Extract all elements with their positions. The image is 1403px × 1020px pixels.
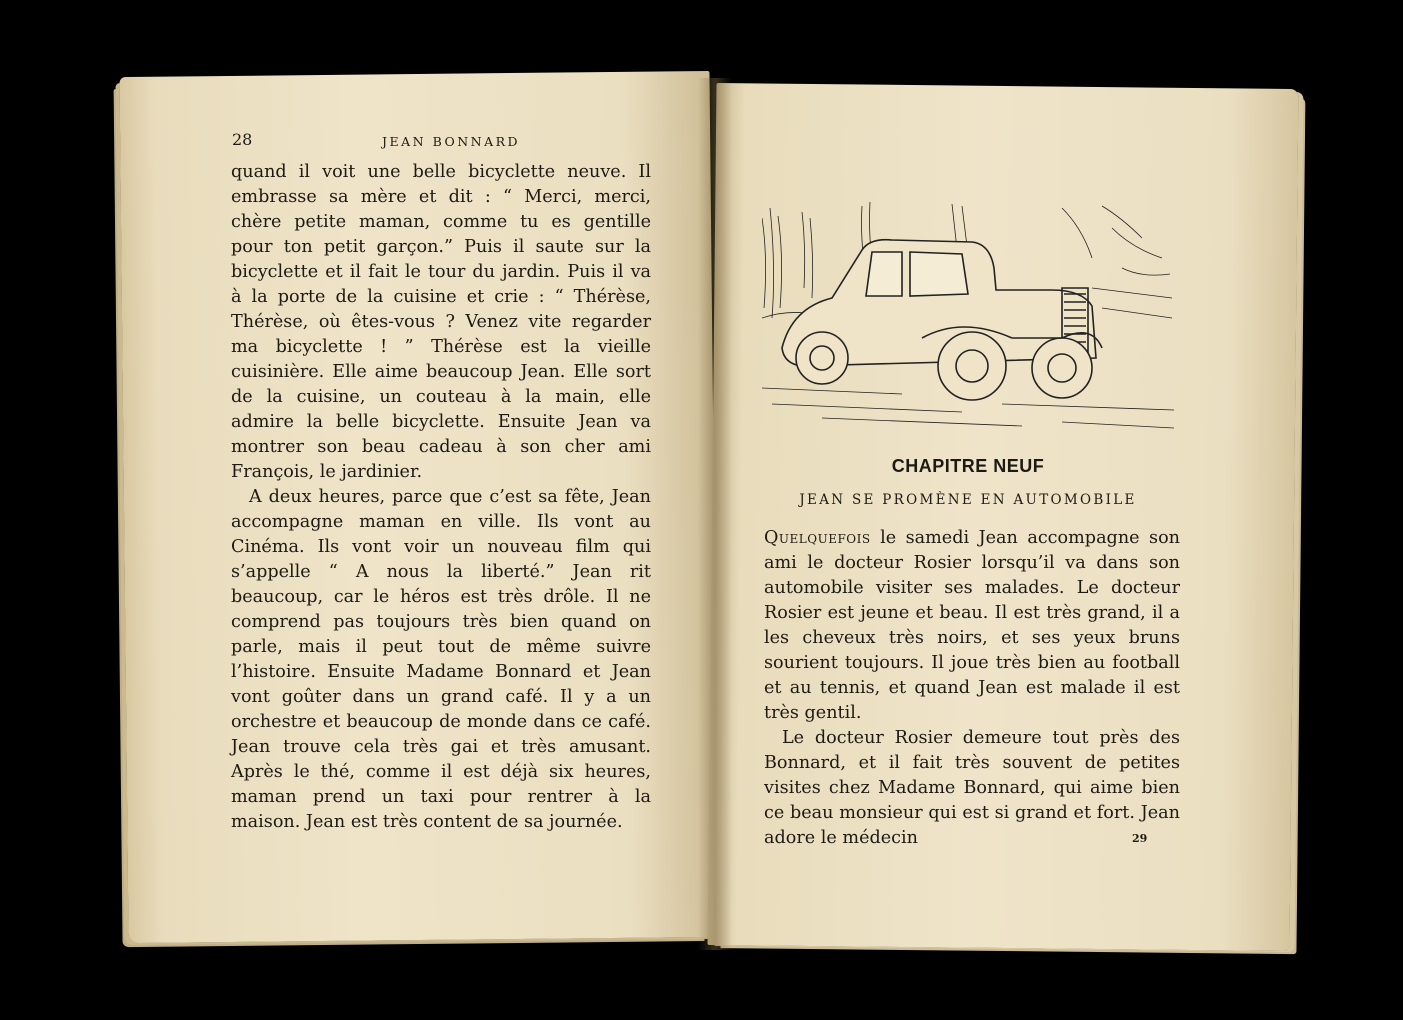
book-gutter <box>698 78 732 950</box>
chapter-title: CHAPITRE NEUF <box>891 456 1045 476</box>
left-paragraph-1: quand il voit une belle bicyclette neuve. Il embrasse sa mère et dit : “ Merci, merci, chère petite maman, comme tu es gentille pour ton petit garçon.” Puis il saute sur la bicyclette et il fait le tour du jardin. Puis il va à la porte de la cuisine et crie : “ Thérèse, Thérèse, où êtes-vous ? Venez vite regarder ma bicyclette ! ” Thérèse est la vieille cuisinière. Elle aime beaucoup Jean. Elle sort de la cuisine, un couteau à la main, elle admire la belle bicyclette. Ensuite Jean va montrer son beau cadeau à son cher ami François, le jardinier. <box>231 162 651 482</box>
car-body <box>782 240 1102 400</box>
left-paragraph-2: A deux heures, parce que c’est sa fête, Jean accompagne maman en ville. Ils vont au Cinéma. Ils vont voir un nouveau film qui s’appelle “ A nous la liberté.” Jean rit beaucoup, car le héros est très drôle. Il ne comprend pas toujours très bien quand on parle, mais il peut tout de même suivre l’histoire. Ensuite Madame Bonnard et Jean vont goûter dans un grand café. Il y a un orchestre et beaucoup de monde dans ce café. Jean trouve cela très gai et très amusant. Après le thé, comme il est déjà six heures, maman prend un taxi pour rentrer à la maison. Jean est très content de sa journée. <box>231 487 651 832</box>
drop-word: Quelquefois <box>764 528 871 548</box>
chapter-subtitle: JEAN SE PROMÈNE EN AUTOMOBILE <box>799 492 1137 508</box>
running-title: JEAN BONNARD <box>382 134 521 149</box>
right-paragraph-1-text: le samedi Jean accompagne son ami le docteur Rosier lorsqu’il va dans son automobile visiter ses malades. Le docteur Rosier est jeune et beau. Il est très grand, il a les cheveux très noirs, et ses yeux bruns sourient toujours. Il joue très bien au football et au tennis, et quand Jean est malade il est très gentil. <box>764 528 1180 723</box>
left-body-text <box>231 160 651 835</box>
right-body-text <box>764 526 1180 851</box>
page-number-right: 29 <box>1132 832 1148 845</box>
right-paragraph-1 <box>764 526 1180 726</box>
page-number-left: 28 <box>232 130 253 149</box>
vintage-car-illustration <box>762 198 1174 438</box>
right-paragraph-2: Le docteur Rosier demeure tout près des Bonnard, et il fait très souvent de petites visites chez Madame Bonnard, qui aime bien ce beau monsieur qui est si grand et fort. Jean adore le médecin <box>764 728 1180 848</box>
open-book <box>112 68 1302 948</box>
